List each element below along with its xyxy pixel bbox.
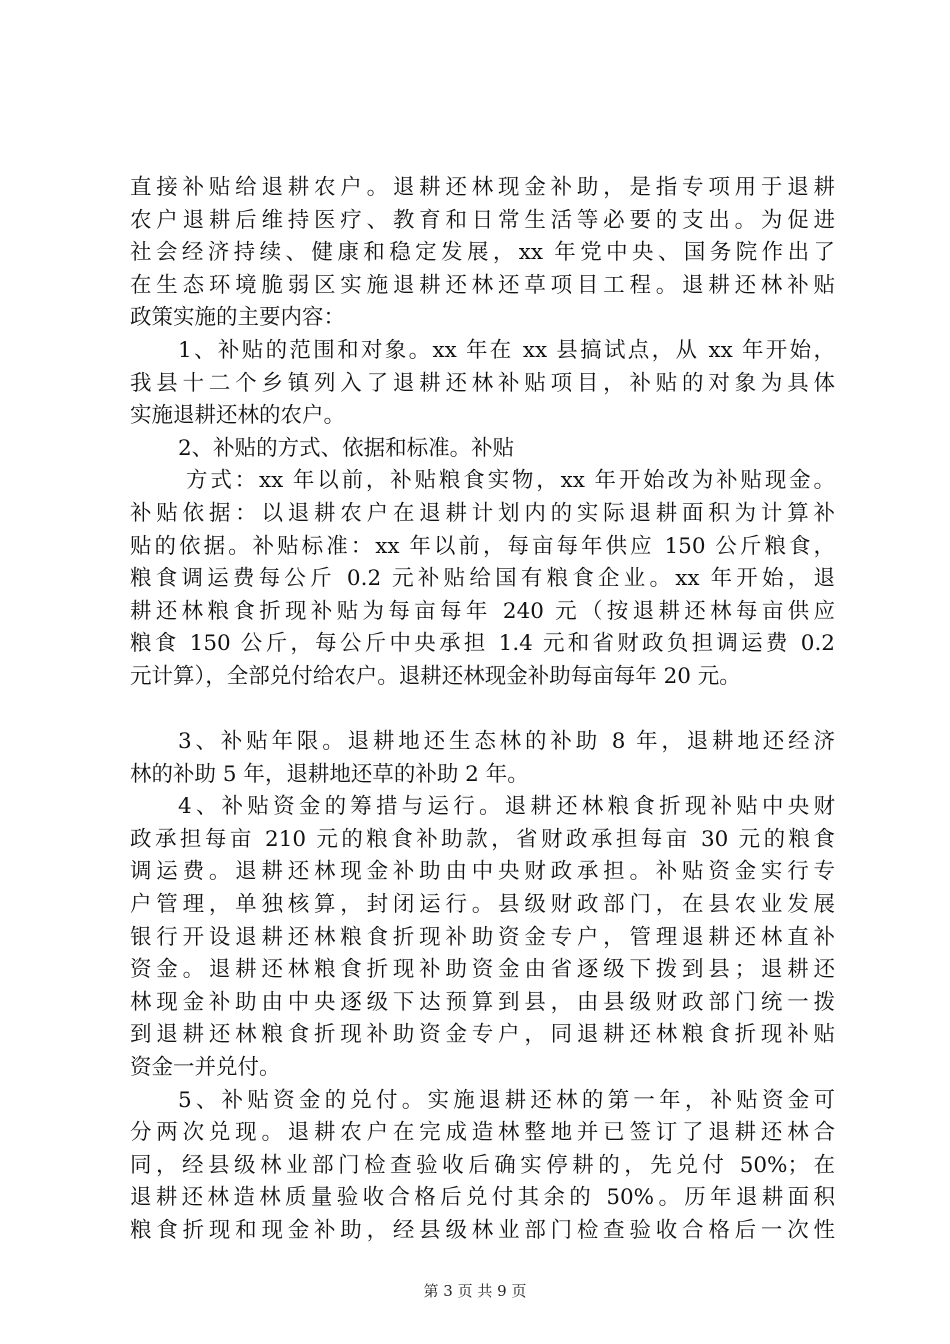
text-line: 在生态环境脆弱区实施退耕还林还草项目工程。退耕还林补贴 bbox=[130, 272, 835, 298]
text-line: 直接补贴给退耕农户。退耕还林现金补助，是指专项用于退耕 bbox=[130, 175, 835, 200]
text-line: 5、补贴资金的兑付。实施退耕还林的第一年，补贴资金可 bbox=[178, 1087, 835, 1113]
text-line: 户管理，单独核算，封闭运行。县级财政部门，在县农业发展 bbox=[130, 892, 835, 918]
text-line: 林的补助 5 年，退耕地还草的补助 2 年。 bbox=[130, 761, 529, 787]
text-line: 农户退耕后维持医疗、教育和日常生活等必要的支出。为促进 bbox=[130, 207, 835, 233]
text-line: 我县十二个乡镇列入了退耕还林补贴项目，补贴的对象为具体 bbox=[130, 370, 835, 396]
text-line: 4、补贴资金的筹措与运行。退耕还林粮食折现补贴中央财 bbox=[178, 794, 835, 820]
text-line: 政承担每亩 210 元的粮食补助款，省财政承担每亩 30 元的粮食 bbox=[130, 826, 835, 852]
text-line: 粮食调运费每公斤 0.2 元补贴给国有粮食企业。xx 年开始，退 bbox=[130, 566, 835, 592]
text-line: 贴的依据。补贴标准：xx 年以前，每亩每年供应 150 公斤粮食， bbox=[130, 533, 835, 559]
text-line: 银行开设退耕还林粮食折现补助资金专户，管理退耕还林直补 bbox=[130, 924, 835, 950]
text-line: 耕还林粮食折现补贴为每亩每年 240 元（按退耕还林每亩供应 bbox=[130, 598, 835, 624]
text-line: 实施退耕还林的农户。 bbox=[130, 403, 346, 429]
paragraph-gap bbox=[130, 694, 835, 727]
body-text bbox=[130, 172, 835, 1248]
text-line: 粮食 150 公斤，每公斤中央承担 1.4 元和省财政负担调运费 0.2 bbox=[130, 631, 835, 657]
text-line: 退耕还林造林质量验收合格后兑付其余的 50%。历年退耕面积 bbox=[130, 1185, 835, 1211]
text-line: 资金一并兑付。 bbox=[130, 1055, 281, 1081]
text-line: 分两次兑现。退耕农户在完成造林整地并已签订了退耕还林合 bbox=[130, 1120, 835, 1146]
text-line: 方式：xx 年以前，补贴粮食实物，xx 年开始改为补贴现金。 bbox=[186, 468, 835, 494]
text-line: 到退耕还林粮食折现补助资金专户，同退耕还林粮食折现补贴 bbox=[130, 1022, 835, 1048]
text-line: 1、补贴的范围和对象。xx 年在 xx 县搞试点，从 xx 年开始， bbox=[178, 337, 835, 363]
text-line: 补贴依据：以退耕农户在退耕计划内的实际退耕面积为计算补 bbox=[130, 500, 835, 526]
text-line: 同，经县级林业部门检查验收后确实停耕的，先兑付 50%；在 bbox=[130, 1152, 835, 1178]
page-footer: 第 3 页 共 9 页 bbox=[423, 1282, 527, 1300]
text-line: 林现金补助由中央逐级下达预算到县，由县级财政部门统一拨 bbox=[130, 989, 835, 1015]
text-line: 2、补贴的方式、依据和标准。补贴 bbox=[178, 435, 515, 461]
text-line: 粮食折现和现金补助，经县级林业部门检查验收合格后一次性 bbox=[130, 1218, 835, 1243]
text-line: 资金。退耕还林粮食折现补助资金由省逐级下拨到县；退耕还 bbox=[130, 957, 835, 983]
text-line: 3、补贴年限。退耕地还生态林的补助 8 年，退耕地还经济 bbox=[178, 729, 835, 755]
text-line: 政策实施的主要内容： bbox=[130, 305, 346, 331]
text-line: 调运费。退耕还林现金补助由中央财政承担。补贴资金实行专 bbox=[130, 859, 835, 885]
text-line: 社会经济持续、健康和稳定发展，xx 年党中央、国务院作出了 bbox=[130, 240, 835, 266]
text-line: 元计算），全部兑付给农户。退耕还林现金补助每亩每年 20 元。 bbox=[130, 663, 741, 689]
